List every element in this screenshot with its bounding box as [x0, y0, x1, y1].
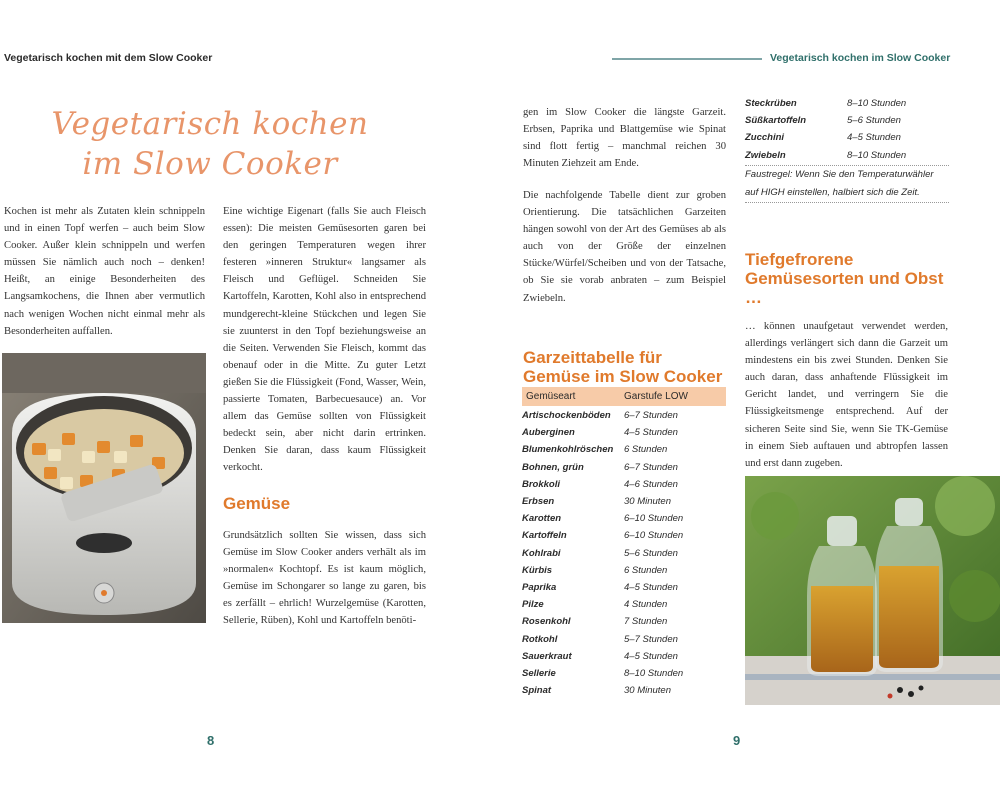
cooking-time: 8–10 Stunden: [847, 149, 907, 161]
table-header-cell: Garstufe LOW: [624, 391, 688, 402]
page-title-line2: im Slow Cooker: [82, 146, 338, 182]
table-row: [522, 613, 726, 630]
cooking-time: 30 Minuten: [624, 685, 672, 697]
frozen-heading: Tiefgefrorene Gemüsesorten und Obst …: [745, 250, 944, 307]
vegetable-name: Artischockenböden: [522, 410, 611, 421]
cooking-time: 4–5 Stunden: [624, 650, 678, 662]
faustregel-note: Faustregel: Wenn Sie den Temperaturwähler auf HIGH einstellen, halbiert sich die Zeit.: [745, 168, 934, 198]
cooking-time: 6–7 Stunden: [624, 461, 678, 473]
vegetable-name: Bohnen, grün: [522, 461, 584, 473]
cooking-time: 4–5 Stunden: [847, 132, 901, 144]
cooking-time: 5–7 Stunden: [624, 633, 678, 645]
table-row: [522, 682, 726, 699]
cooking-time: 6 Stunden: [624, 444, 668, 456]
vegetable-name: Zucchini: [745, 132, 785, 144]
table-row: [522, 493, 726, 510]
table-row: [522, 596, 726, 613]
table-row: [522, 579, 726, 596]
cooking-time: 4–5 Stunden: [624, 582, 678, 594]
cooking-time: 7 Stunden: [624, 616, 668, 628]
table-header: [522, 387, 726, 406]
table-row: [522, 527, 726, 544]
page-title-line1: Vegetarisch kochen: [51, 106, 369, 142]
table-row: [522, 407, 726, 424]
table-row: [522, 631, 726, 648]
vegetable-name: Kürbis: [522, 564, 553, 576]
cooking-time: 5–6 Stunden: [847, 115, 901, 127]
table-row: [522, 459, 726, 476]
table-row: [522, 424, 726, 441]
cooking-time: 4–6 Stunden: [624, 478, 678, 490]
cooking-time: 4 Stunden: [624, 599, 668, 611]
table-row: [522, 665, 726, 682]
table-row: [522, 648, 726, 665]
table-header-cell: Gemüseart: [526, 391, 576, 402]
frozen-paragraph: … können unaufgetaut verwendet werden, allerdings verlängert sich dann die Garzeit um mindestens ein bis zwei Stunden. Denken Sie auch daran, dass anhaftende Flüssigkeit im Gericht landet, und verringern Sie die Flüssigkeitsmenge entsprechend. Auf der sicheren Seite sind Sie, wenn Sie TK-Gemüse in einem Sieb auftauen und abtropfen lassen und erst dann zugeben.: [745, 321, 948, 469]
garzeit-table: [522, 387, 726, 699]
page-number-left: 8: [207, 733, 215, 748]
vegetable-name: Kartoffeln: [522, 530, 567, 542]
slow-cooker-photo: [2, 353, 206, 623]
vegetable-name: Rosenkohl: [522, 616, 571, 628]
cooking-time: 8–10 Stunden: [847, 98, 907, 109]
table-row: [745, 129, 949, 146]
vegetable-name: Zwiebeln: [745, 149, 786, 161]
column2-paragraph: Eine wichtige Eigenart (falls Sie auch Fleisch essen): Die meisten Gemüsesorten garen bei den geringen Temperaturen wegen ihrer festeren »inneren Struktur« langsamer als Fleisch und Geflügel. Schneiden Sie Kartoffeln, Karotten, Kohl also in entsprechend mundgerecht-kleine Stückchen und legen Sie sie zuunterst in den Topf beziehungsweise an die Seiten. Verwenden Sie Fleisch, kommt das obenauf oder in die Mitte. Zu guter Letzt gießen Sie die Flüssigkeit (Fond, Wasser, Wein, passierte Tomaten, Barbecuesauce) an. Vor allem das Gemüse sollten von Flüssigkeit bedeckt sein, aber nicht darin ertrinken. Denken Sie daran, dass kaum Flüssigkeit verkocht.: [223, 206, 426, 474]
table-heading: Garzeittabelle für Gemüse im Slow Cooker: [523, 348, 723, 386]
garzeit-table-continued: [745, 95, 949, 203]
vegetable-name: Sauerkraut: [522, 650, 572, 662]
gemuese-heading: Gemüse: [223, 494, 291, 513]
page-number-right: 9: [733, 733, 741, 748]
cooking-time: 30 Minuten: [624, 496, 672, 508]
running-head-rule: [612, 58, 762, 60]
vegetable-name: Brokkoli: [522, 478, 561, 490]
intro-paragraph: Kochen ist mehr als Zutaten klein schnippeln und in einen Topf werfen – auch beim Slow Cooker. Außer klein schnippeln und werfen müssen Sie nämlich auch noch – denken! Heißt, an einige Besonderheiten des Langsamkochens, die Ihnen aber vermutlich nach wenigen Wochen nicht einmal mehr als Besonderheiten auffallen.: [4, 206, 205, 337]
cooking-time: 6–7 Stunden: [624, 410, 678, 421]
cooking-time: 5–6 Stunden: [624, 547, 678, 559]
table-row: [745, 112, 949, 129]
running-head-left: Vegetarisch kochen mit dem Slow Cooker: [4, 52, 213, 64]
running-head-right: Vegetarisch kochen im Slow Cooker: [770, 52, 951, 64]
vegetable-name: Spinat: [522, 685, 552, 697]
vegetable-name: Süßkartoffeln: [745, 115, 807, 127]
cooking-time: 6 Stunden: [624, 564, 668, 576]
table-row: [522, 562, 726, 579]
cooking-time: 6–10 Stunden: [624, 513, 684, 525]
vegetable-name: Pilze: [522, 599, 544, 611]
page-title: [40, 104, 380, 184]
broth-bottles-photo: [745, 476, 1000, 705]
vegetable-name: Blumenkohlröschen: [522, 444, 614, 456]
garzeit-paragraph: gen im Slow Cooker die längste Garzeit. Erbsen, Paprika und Blattgemüse wie Spinat sind flott fertig – manchmal reichen 30 Minuten Ziehzeit am Ende.: [523, 107, 726, 170]
vegetable-name: Rotkohl: [522, 633, 558, 645]
tabelle-intro-paragraph: Die nachfolgende Tabelle dient zur groben Orientierung. Die tatsächlichen Garzeiten hängen sowohl von der Art des Gemüses ab als auch von der Größe der einzelnen Stücke/Würfel/Scheiben und von der Tatsache, ob Sie sie vorab anbraten – zum Beispiel Zwiebeln.: [523, 190, 726, 304]
vegetable-name: Karotten: [522, 513, 562, 525]
table-row: [522, 441, 726, 458]
cooking-time: 8–10 Stunden: [624, 668, 684, 680]
vegetable-name: Paprika: [522, 582, 557, 594]
table-row: [522, 510, 726, 527]
vegetable-name: Kohlrabi: [522, 547, 561, 559]
table-divider: [745, 202, 949, 203]
vegetable-name: Erbsen: [522, 496, 555, 508]
table-row: [522, 476, 726, 493]
gemuese-paragraph: Grundsätzlich sollten Sie wissen, dass sich Gemüse im Slow Cooker anders verhält als im »normalen« Kochtopf. Es ist kaum möglich, Gemüse im Schongarer so lange zu garen, bis es zerfällt – ehrlich! Wurzelgemüse (Karotten, Sellerie, Rüben), Kohl und Kartoffeln benöti-: [223, 530, 426, 627]
table-row: [745, 95, 949, 112]
cooking-time: 6–10 Stunden: [624, 530, 684, 542]
vegetable-name: Steckrüben: [745, 98, 797, 109]
vegetable-name: Auberginen: [522, 427, 575, 439]
table-row: [745, 147, 949, 164]
vegetable-name: Sellerie: [522, 668, 556, 680]
cooking-time: 4–5 Stunden: [624, 427, 678, 439]
table-row: [522, 545, 726, 562]
